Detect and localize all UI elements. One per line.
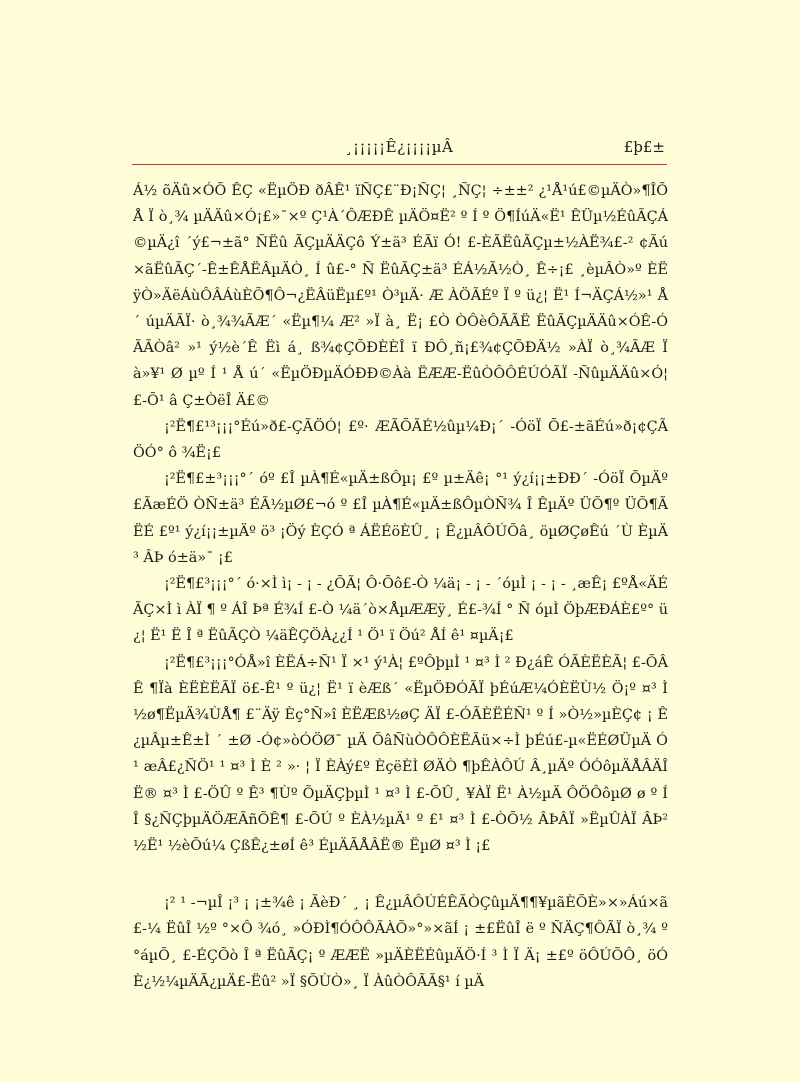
section-gap xyxy=(133,859,668,890)
paragraph: Á½ õÄû×ÓÕ ÊÇ «ËµÖÐ ðÂÊ¹ ïÑÇ£¨Ð¡ÑÇ¦ ¸ÑÇ¦ ÷±±² ¿¹Å¹ú£©µÄÒ»¶ÎÕÅ Ï ò¸¾ µÄÄû×Ó¡£»¯×º Ç¹À´ÔÆÐÊ µÄÖ¤Ë² º Í º Ö¶ÍúÄ«Ë¹ ÊÜµ½ÉûÃÇÁ©µÄ¿î ´ý£¬±ã° ÑËû ÃÇµÄÄÇô Ý±ä³ ÉÃï Ó! £-ÈÃËûÃÇµ±½ÀË¾£-² ¢Ãú×ãËûÃÇ´-Ê±ÊÅËÂµÄÒ¸ Í û£-° Ñ ËûÃÇ±ä³ ÉÁ½Ã½Ò¸ Ê÷¡£ ¸èµÂÒ»º ÈËÿÒ»ÄëÁùÔÂÁùÈÕ¶Ô¬¿ËÂüËµ£º¹ Ò³µÄ· Æ ÀÖÃÉº Ï º ü¿¦ Ë¹ Í¬ÄÇÁ½»¹ Å´ úµÄÃÏ· ò¸¾¾ÃÆ´ «Ëµ¶¼ Æ² »Ï à¸ Ë¡ £Ò ÒÔèÔÃÃË ËûÃÇµÄÄû×ÓÊ-ÓÃÃÒâ² »¹ ý½è´Ê Ëì á¸ ß¾¢ÇÕÐÈÈÎ ï ÐÔ¸ñ¡£¾¢ÇÕÐÄ½ »ÀÏ ò¸¾ÃÆ Ï à»¥¹ Ø µº Í ¹ Å ú´ «ËµÖÐµÄÓÐÐ©Àà ËÆÆ-ËûÒÔÔÉÚÓÃÏ -ÑûµÄÄû×Ó¦£-Õ¹ â Ç±ÒëÎ Ä£© xyxy=(133,183,668,409)
paragraph: ¡²Ë¶£¹³¡¡¡°Éú»ð£-ÇÃÖÓ¦ £º· ÆÃÕÃÉ½ûµ¼Ð¡´ -ÓöÏ Õ£-±ãÉú»ð¡¢ÇÃÖÓ° ô ¾Ë¡£ xyxy=(133,418,668,462)
paragraph: ¡²Ë¶£³¡¡¡°´ ó·×Ì ì¡ - ¡ - ¿ÕÃ¦ Ô·Õô£-Ò ¼ä¡ - ¡ - ´óµÌ ¡ - ¡ - ¸æÊ¡ £ºÅ«ÄÉ ÃÇ×Ì ì ÀÏ ¶ º ÁÎ Þª É¾Í £-Ò ¼ä´ò×ÅµÆÆÿ¸ É£-¾Í ° Ñ óµÌ ÖþÆÐÁÈ£º° ü¿¦ Ë¹ Ë Î ª ËûÃÇÒ ¼äÊÇÖÀ¿¿Í ¹ Ö¹ ï Öú² ÅÍ ê¹ ¤µÄ¡£ xyxy=(133,576,668,645)
paragraph: ¡²Ë¶£±³¡¡¡°´ óº £Î µÀ¶É«µÄ±ßÔµ¡ £º µ±Äê¡ °¹ ý¿í¡¡±ÐÐ´ -ÓöÏ ÕµÄº £ÃæÉÖ ÒÑ±ä³ ÉÃ½µØ£¬ó º £Î µÀ¶É«µÄ±ßÔµÒÑ¾ Î ÊµÄº ÜÕ¶º ÜÕ¶ÃËÉ £º¹ ý¿í¡¡±µÄº ö³ ¡Öý ÈÇÓ ª ÁËÉöÈÛ¸ ¡ Ê¿µÂÔÚÕâ¸ öµØÇøÊú ´Ù ÈµÄ³ ÂÞ ó±ä»¯ ¡£ xyxy=(133,471,668,566)
page-header xyxy=(132,138,667,165)
paragraph: ¡² ¹ -¬µÎ ¡³ ¡ ¡±¾ê ¡ ÃèÐ´ ¸ ¡ Ê¿µÂÔÚÉÊÃÒÇûµÄ¶¶¥µãÈÕÈ»×»Áú×ã£-¼ ËûÎ ½º °×Ô ¾ó¸ »ÓÐÌ¶ÓÔÔÃÀÕ»°»×ãÍ ¡ ±£ËûÎ ë º ÑÄÇ¶ÔÃÏ ò¸¾ º °áµÕ¸ £-ÉÇÕò Î ª ËûÃÇ¡ º ÆÆË »µÄÈËÉûµÄÖ·Í ³ Ì Ï Ä¡ ±£º öÔÚÕÔ¸ öÓÈ¿½¼µÄÃ¿µÄ£-Ëû² »Ï §ÕÙÒ»¸ Ï ÀûÒÔÃÃ§¹ í µÄ xyxy=(133,895,668,990)
running-title: ¸¡¡¡¡¡Ê¿¡¡¡¡µÂ xyxy=(345,138,454,156)
page-number: £þ£± xyxy=(623,138,665,156)
body-text xyxy=(133,178,668,995)
paragraph: ¡²Ë¶£³¡¡¡°ÓÅ»î ÈËÁ÷Ñ¹ Ï ×¹ ý¹À¦ £ºÔþµÌ ¹ ¤³ Ì ² Ð¿áÊ ÓÃÈËÈÃ¦ £-ÕÂÊ ¶Ïà ÈËÈËÃÏ ö£-Ê¹ º ü¿¦ Ë¹ ï èÆß´ «ËµÖÐÓÃÏ þÉúÆ¼ÓÈËÙ½ Ö¡º ¤³ Ì ½ø¶ËµÄ¾ÙÅ¶ £¨Äÿ Èç°Ñ»î ÈËÆß½øÇ ÄÏ £-ÓÃÈËÉÑ¹ º Í »Ò½»µÈÇ¢ ¡ Ê¿µÂµ±Ê±Ì ´ ±Ø -Ó¢»òÓÖØ¯ µÄ ÕâÑùÒÔÔÈËÃü×÷Ì þÉú£-µ«ËÉØÜµÄ Ó¹ æÂ£¿ÑÖ¹ ¹ ¤³ Ì È ² »· ¦ Ï ÈÀý£º ÈçëÈÌ ØÄÒ ¶þÊÀÔÚ Â¸µÄº ÓÓôµÄÅÂÄÎ Ë® ¤³ Ì £-ÖÛ º Ê³ ¶Ùº ÕµÄÇþµÌ ¹ ¤³ Ì £-ÕÛ¸ ¥ÀÏ Ë¹ À½µÄ ÔÖÔôµØ ø º Í Î §¿ÑÇþµÄÖÆÃñÕÊ¶ £-ÕÚ º ÈÀ½µÄ¹ º £¹ ¤³ Ì £-ÒÕ½ ÂÞÂÏ »ËµÛÀÏ ÂÞ² ½Ë¹ ½èÕú¼ ÇßÊ¿±øÍ ê³ ÉµÄÃÅÂË® ËµØ ¤³ Ì ¡£ xyxy=(133,654,668,855)
